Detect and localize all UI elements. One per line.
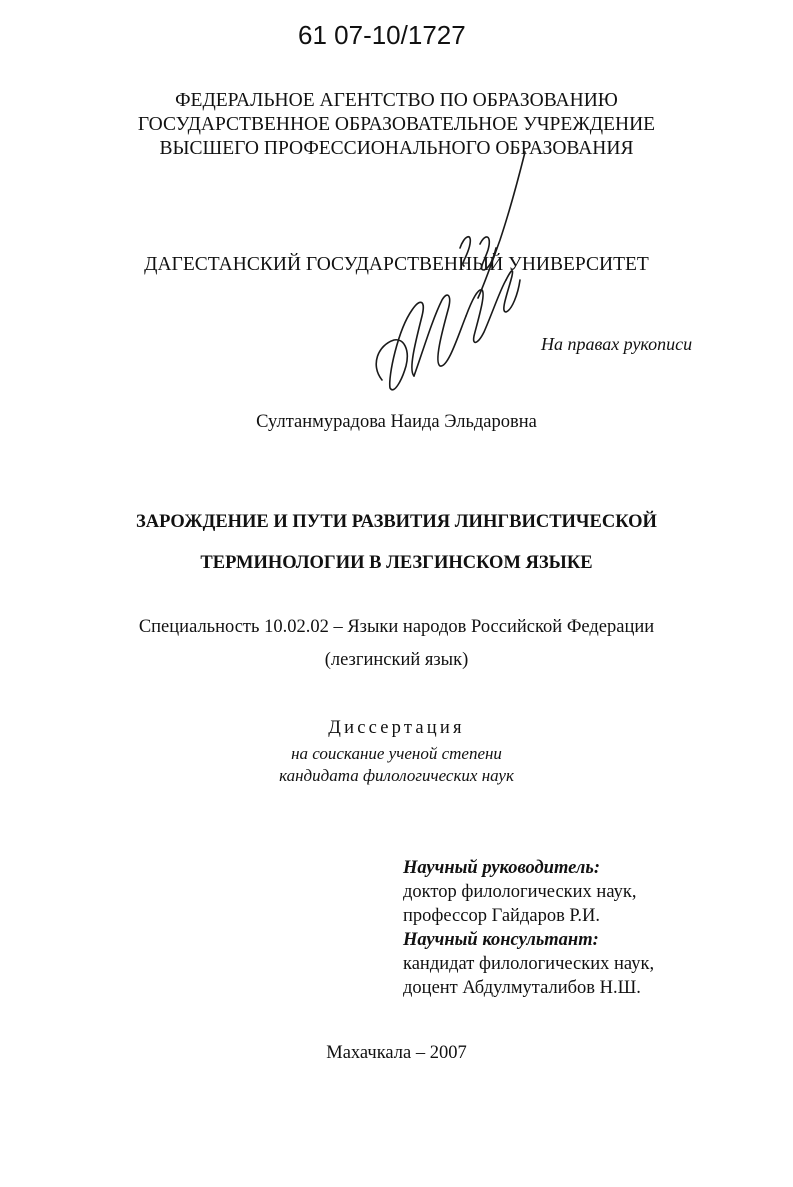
title-line-1: ЗАРОЖДЕНИЕ И ПУТИ РАЗВИТИЯ ЛИНГВИСТИЧЕСКОЙ [136, 512, 657, 532]
archive-code-number: 61 07-10/1727 [298, 20, 466, 50]
place-and-year: Махачкала – 2007 [326, 1043, 467, 1063]
rights-note: На правах рукописи [541, 334, 693, 354]
title-line-2: ТЕРМИНОЛОГИИ В ЛЕЗГИНСКОМ ЯЗЫКЕ [200, 553, 593, 573]
university-name: ДАГЕСТАНСКИЙ ГОСУДАРСТВЕННЫЙ УНИВЕРСИТЕТ [144, 254, 649, 275]
consultant-label: Научный консультант: [403, 930, 599, 950]
agency-line-2: ГОСУДАРСТВЕННОЕ ОБРАЗОВАТЕЛЬНОЕ УЧРЕЖДЕНИЕ [137, 114, 656, 135]
degree-line-2: кандидата филологических наук [279, 766, 514, 785]
consultant-name: доцент Абдулмуталибов Н.Ш. [403, 978, 641, 998]
author-name: Султанмурадова Наида Эльдаровна [256, 412, 537, 432]
advisors-block [403, 856, 654, 1000]
agency-line-3: ВЫСШЕГО ПРОФЕССИОНАЛЬНОГО ОБРАЗОВАНИЯ [159, 138, 634, 159]
consultant-degree: кандидат филологических наук, [403, 954, 655, 974]
supervisor-label: Научный руководитель: [403, 858, 600, 878]
speciality: Специальность 10.02.02 – Языки народов Российской Федерации [138, 617, 655, 637]
degree-line-1: на соискание ученой степени [291, 744, 502, 763]
supervisor-name: профессор Гайдаров Р.И. [403, 906, 601, 926]
speciality-note: (лезгинский язык) [324, 650, 469, 670]
work-type: Диссертация [328, 718, 465, 738]
supervisor-degree: доктор филологических наук, [403, 882, 637, 902]
handwritten-signature [360, 140, 560, 410]
agency-line-1: ФЕДЕРАЛЬНОЕ АГЕНТСТВО ПО ОБРАЗОВАНИЮ [175, 90, 618, 111]
